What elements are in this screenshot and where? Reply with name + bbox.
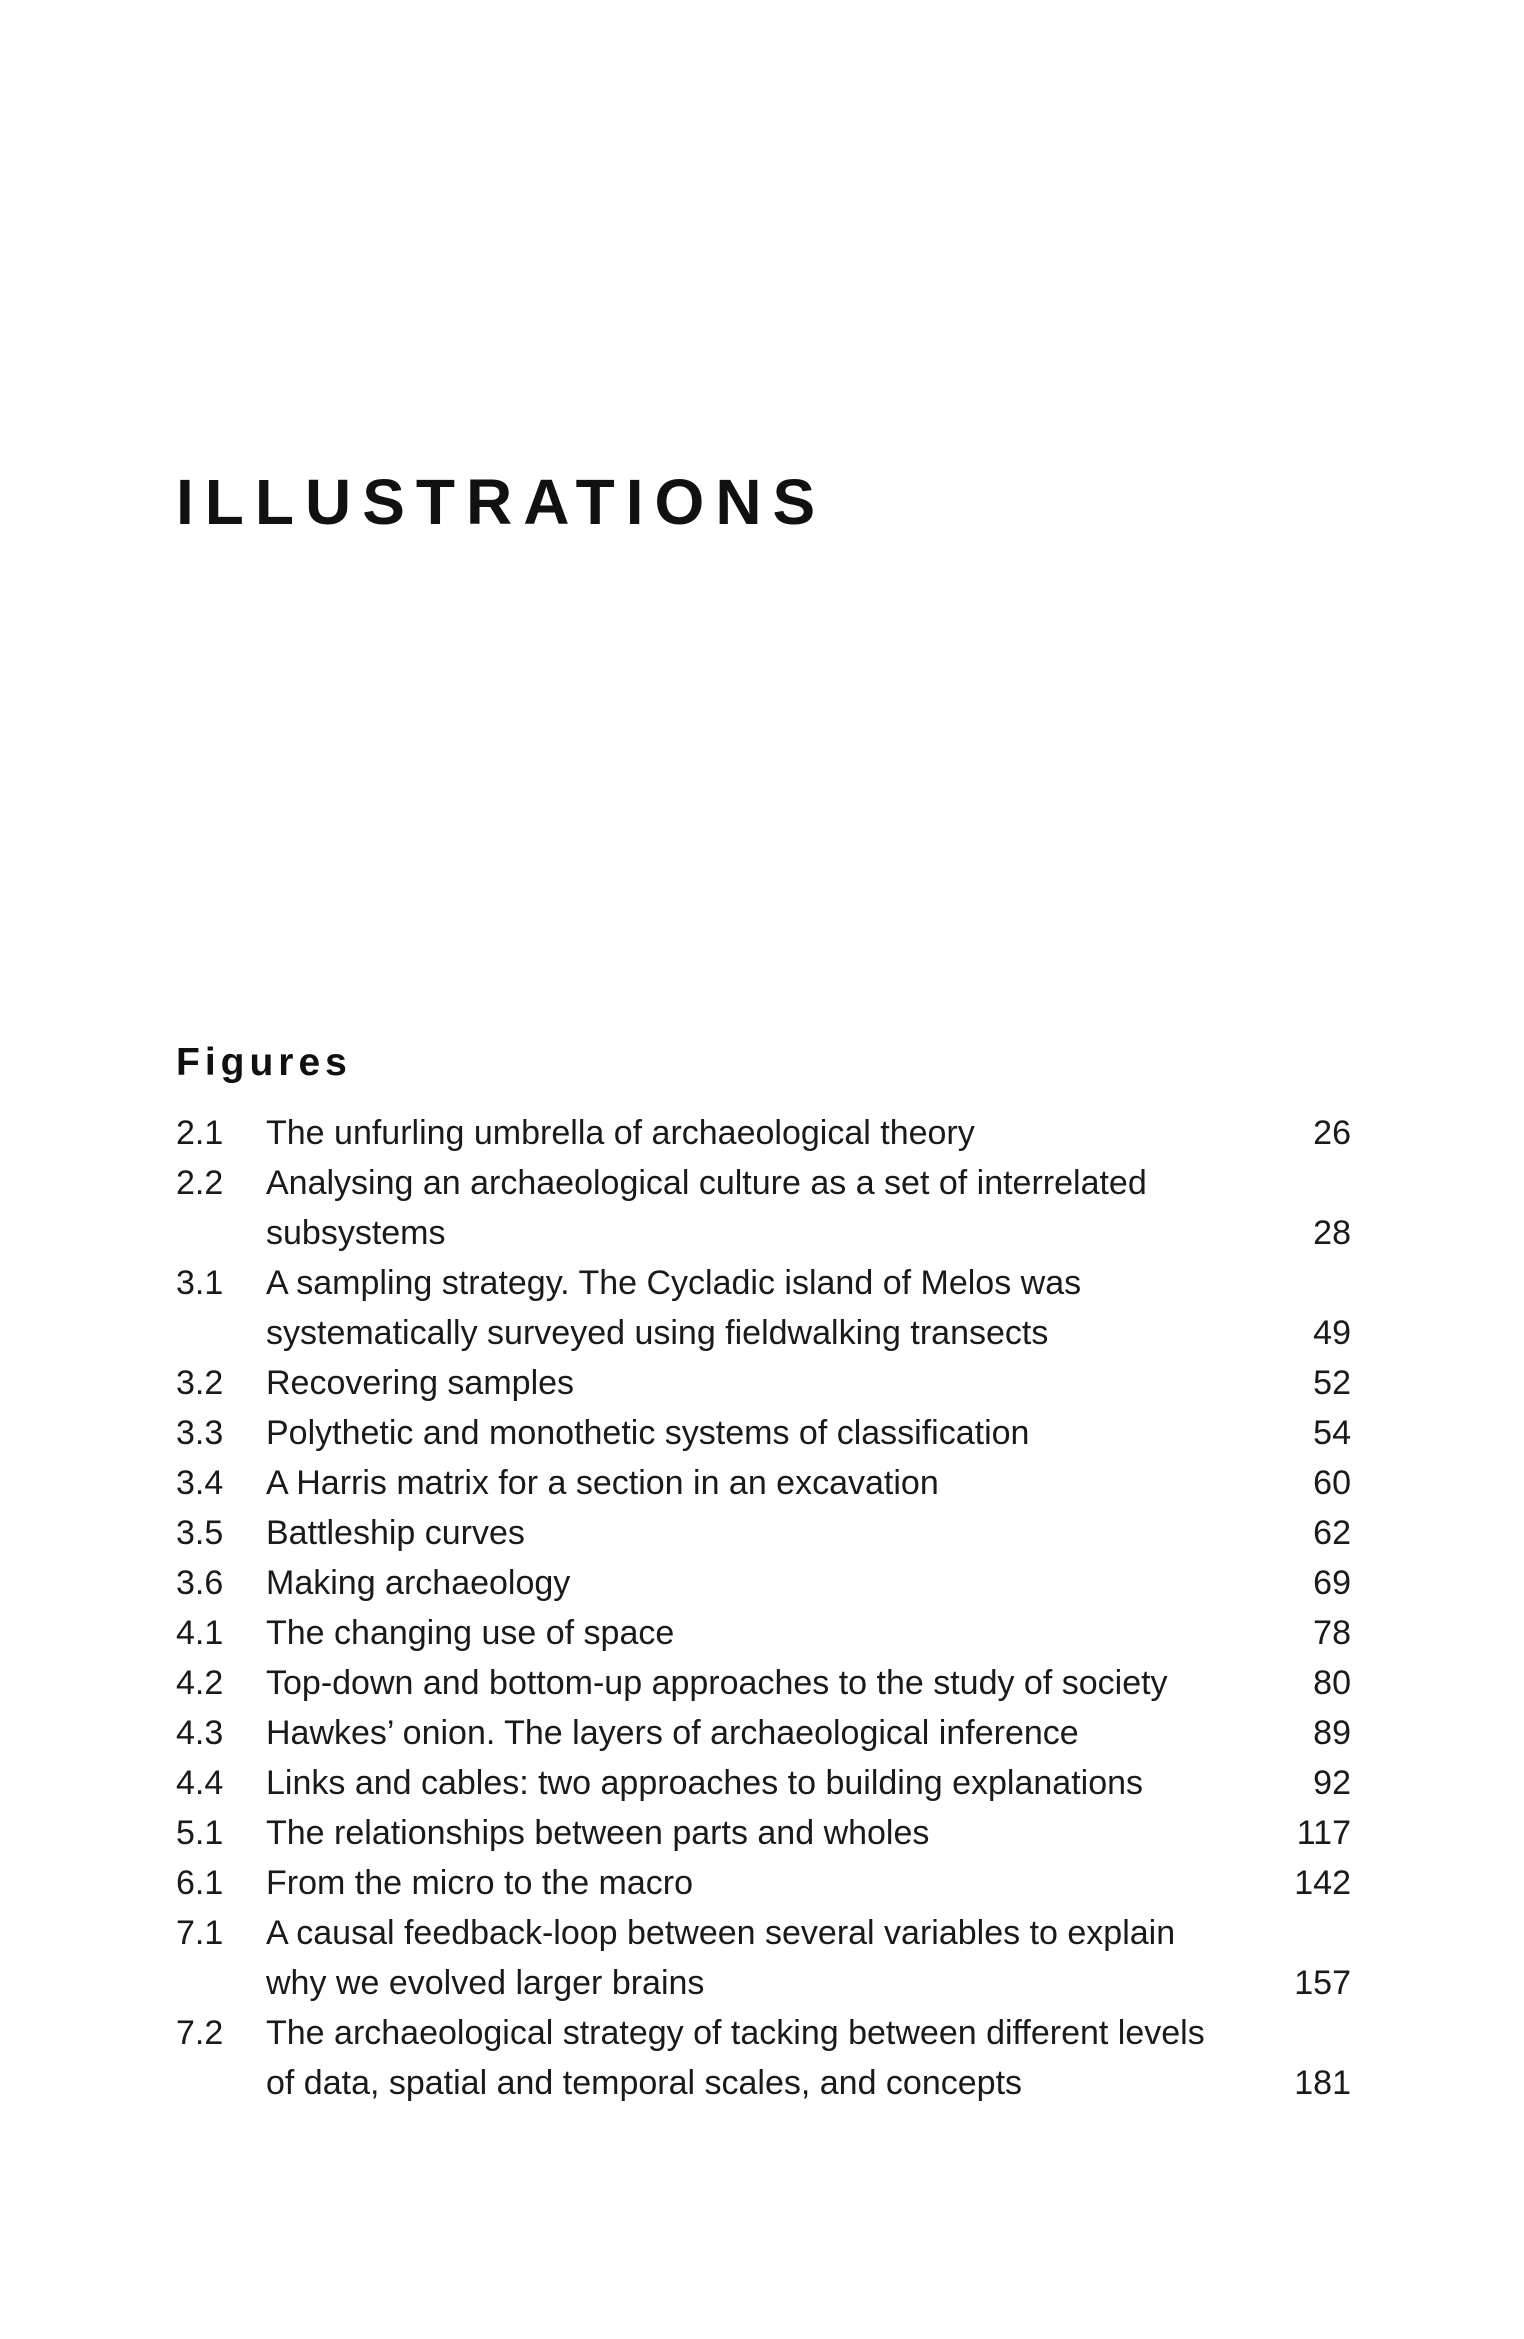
figure-number: 5.1	[176, 1814, 224, 1852]
figure-entry	[176, 1708, 1351, 1758]
figure-caption: The relationships between parts and wholes	[266, 1814, 930, 1852]
figure-number: 3.2	[176, 1364, 224, 1402]
figure-number: 3.5	[176, 1514, 224, 1552]
figure-caption: From the micro to the macro	[266, 1864, 694, 1902]
figure-entry	[176, 2008, 1351, 2108]
figure-page-number: 92	[1313, 1764, 1351, 1802]
figure-entry	[176, 1558, 1351, 1608]
figure-number: 4.2	[176, 1664, 224, 1702]
section-heading-figures: Figures	[176, 1041, 352, 1084]
figure-page-number: 89	[1313, 1714, 1351, 1752]
figure-number: 6.1	[176, 1864, 224, 1902]
figure-entry	[176, 1258, 1351, 1358]
figure-entry	[176, 1158, 1351, 1258]
figure-caption: Links and cables: two approaches to building explanations	[266, 1764, 1144, 1802]
figure-entry	[176, 1408, 1351, 1458]
figure-entry	[176, 1808, 1351, 1858]
figure-caption: A causal feedback-loop between several variables to explain why we evolved larger brains	[266, 1914, 1176, 2002]
figure-number: 3.4	[176, 1464, 224, 1502]
figure-caption: Making archaeology	[266, 1564, 571, 1602]
figure-page-number: 54	[1313, 1414, 1351, 1452]
figure-caption: Polythetic and monothetic systems of classification	[266, 1414, 1030, 1452]
figure-caption: Top-down and bottom-up approaches to the study of society	[266, 1664, 1168, 1702]
figure-number: 7.2	[176, 2014, 224, 2052]
figure-page-number: 142	[1294, 1864, 1351, 1902]
figure-number: 2.2	[176, 1164, 224, 1202]
figure-page-number: 49	[1313, 1314, 1351, 1352]
figure-page-number: 52	[1313, 1364, 1351, 1402]
figure-entry	[176, 1508, 1351, 1558]
figure-page-number: 181	[1294, 2064, 1351, 2102]
figure-caption: The changing use of space	[266, 1614, 675, 1652]
figure-page-number: 80	[1313, 1664, 1351, 1702]
figure-list	[176, 1108, 1351, 2108]
figure-number: 4.4	[176, 1764, 224, 1802]
figure-number: 3.1	[176, 1264, 224, 1302]
figure-entry	[176, 1658, 1351, 1708]
page-title: ILLUSTRATIONS	[176, 466, 827, 538]
figure-page-number: 117	[1296, 1814, 1351, 1852]
figure-entry	[176, 1608, 1351, 1658]
figure-page-number: 28	[1313, 1214, 1351, 1252]
figure-entry	[176, 1858, 1351, 1908]
figure-entry	[176, 1458, 1351, 1508]
figure-page-number: 69	[1313, 1564, 1351, 1602]
figure-entry	[176, 1108, 1351, 1158]
figure-number: 3.6	[176, 1564, 224, 1602]
figure-number: 4.1	[176, 1614, 224, 1652]
figure-entry	[176, 1908, 1351, 2008]
figure-number: 2.1	[176, 1114, 224, 1152]
figure-caption: Analysing an archaeological culture as a set of interrelated subsystems	[266, 1164, 1147, 1252]
figure-page-number: 60	[1313, 1464, 1351, 1502]
figure-page-number: 78	[1313, 1614, 1351, 1652]
figure-page-number: 62	[1313, 1514, 1351, 1552]
figure-caption: Recovering samples	[266, 1364, 575, 1402]
figure-caption: A sampling strategy. The Cycladic island of Melos was systematically surveyed using fieldwalking transects	[266, 1264, 1082, 1352]
figure-caption: The archaeological strategy of tacking between different levels of data, spatial and temporal scales, and concepts	[266, 2014, 1205, 2102]
figure-entry	[176, 1358, 1351, 1408]
figure-caption: A Harris matrix for a section in an excavation	[266, 1464, 939, 1502]
figure-page-number: 26	[1313, 1114, 1351, 1152]
figure-number: 7.1	[176, 1914, 224, 1952]
figure-number: 3.3	[176, 1414, 224, 1452]
figure-caption: The unfurling umbrella of archaeological theory	[266, 1114, 975, 1152]
figure-entry	[176, 1758, 1351, 1808]
figure-page-number: 157	[1294, 1964, 1351, 2002]
figure-caption: Hawkes’ onion. The layers of archaeological inference	[266, 1714, 1079, 1752]
figure-caption: Battleship curves	[266, 1514, 525, 1552]
figure-number: 4.3	[176, 1714, 224, 1752]
